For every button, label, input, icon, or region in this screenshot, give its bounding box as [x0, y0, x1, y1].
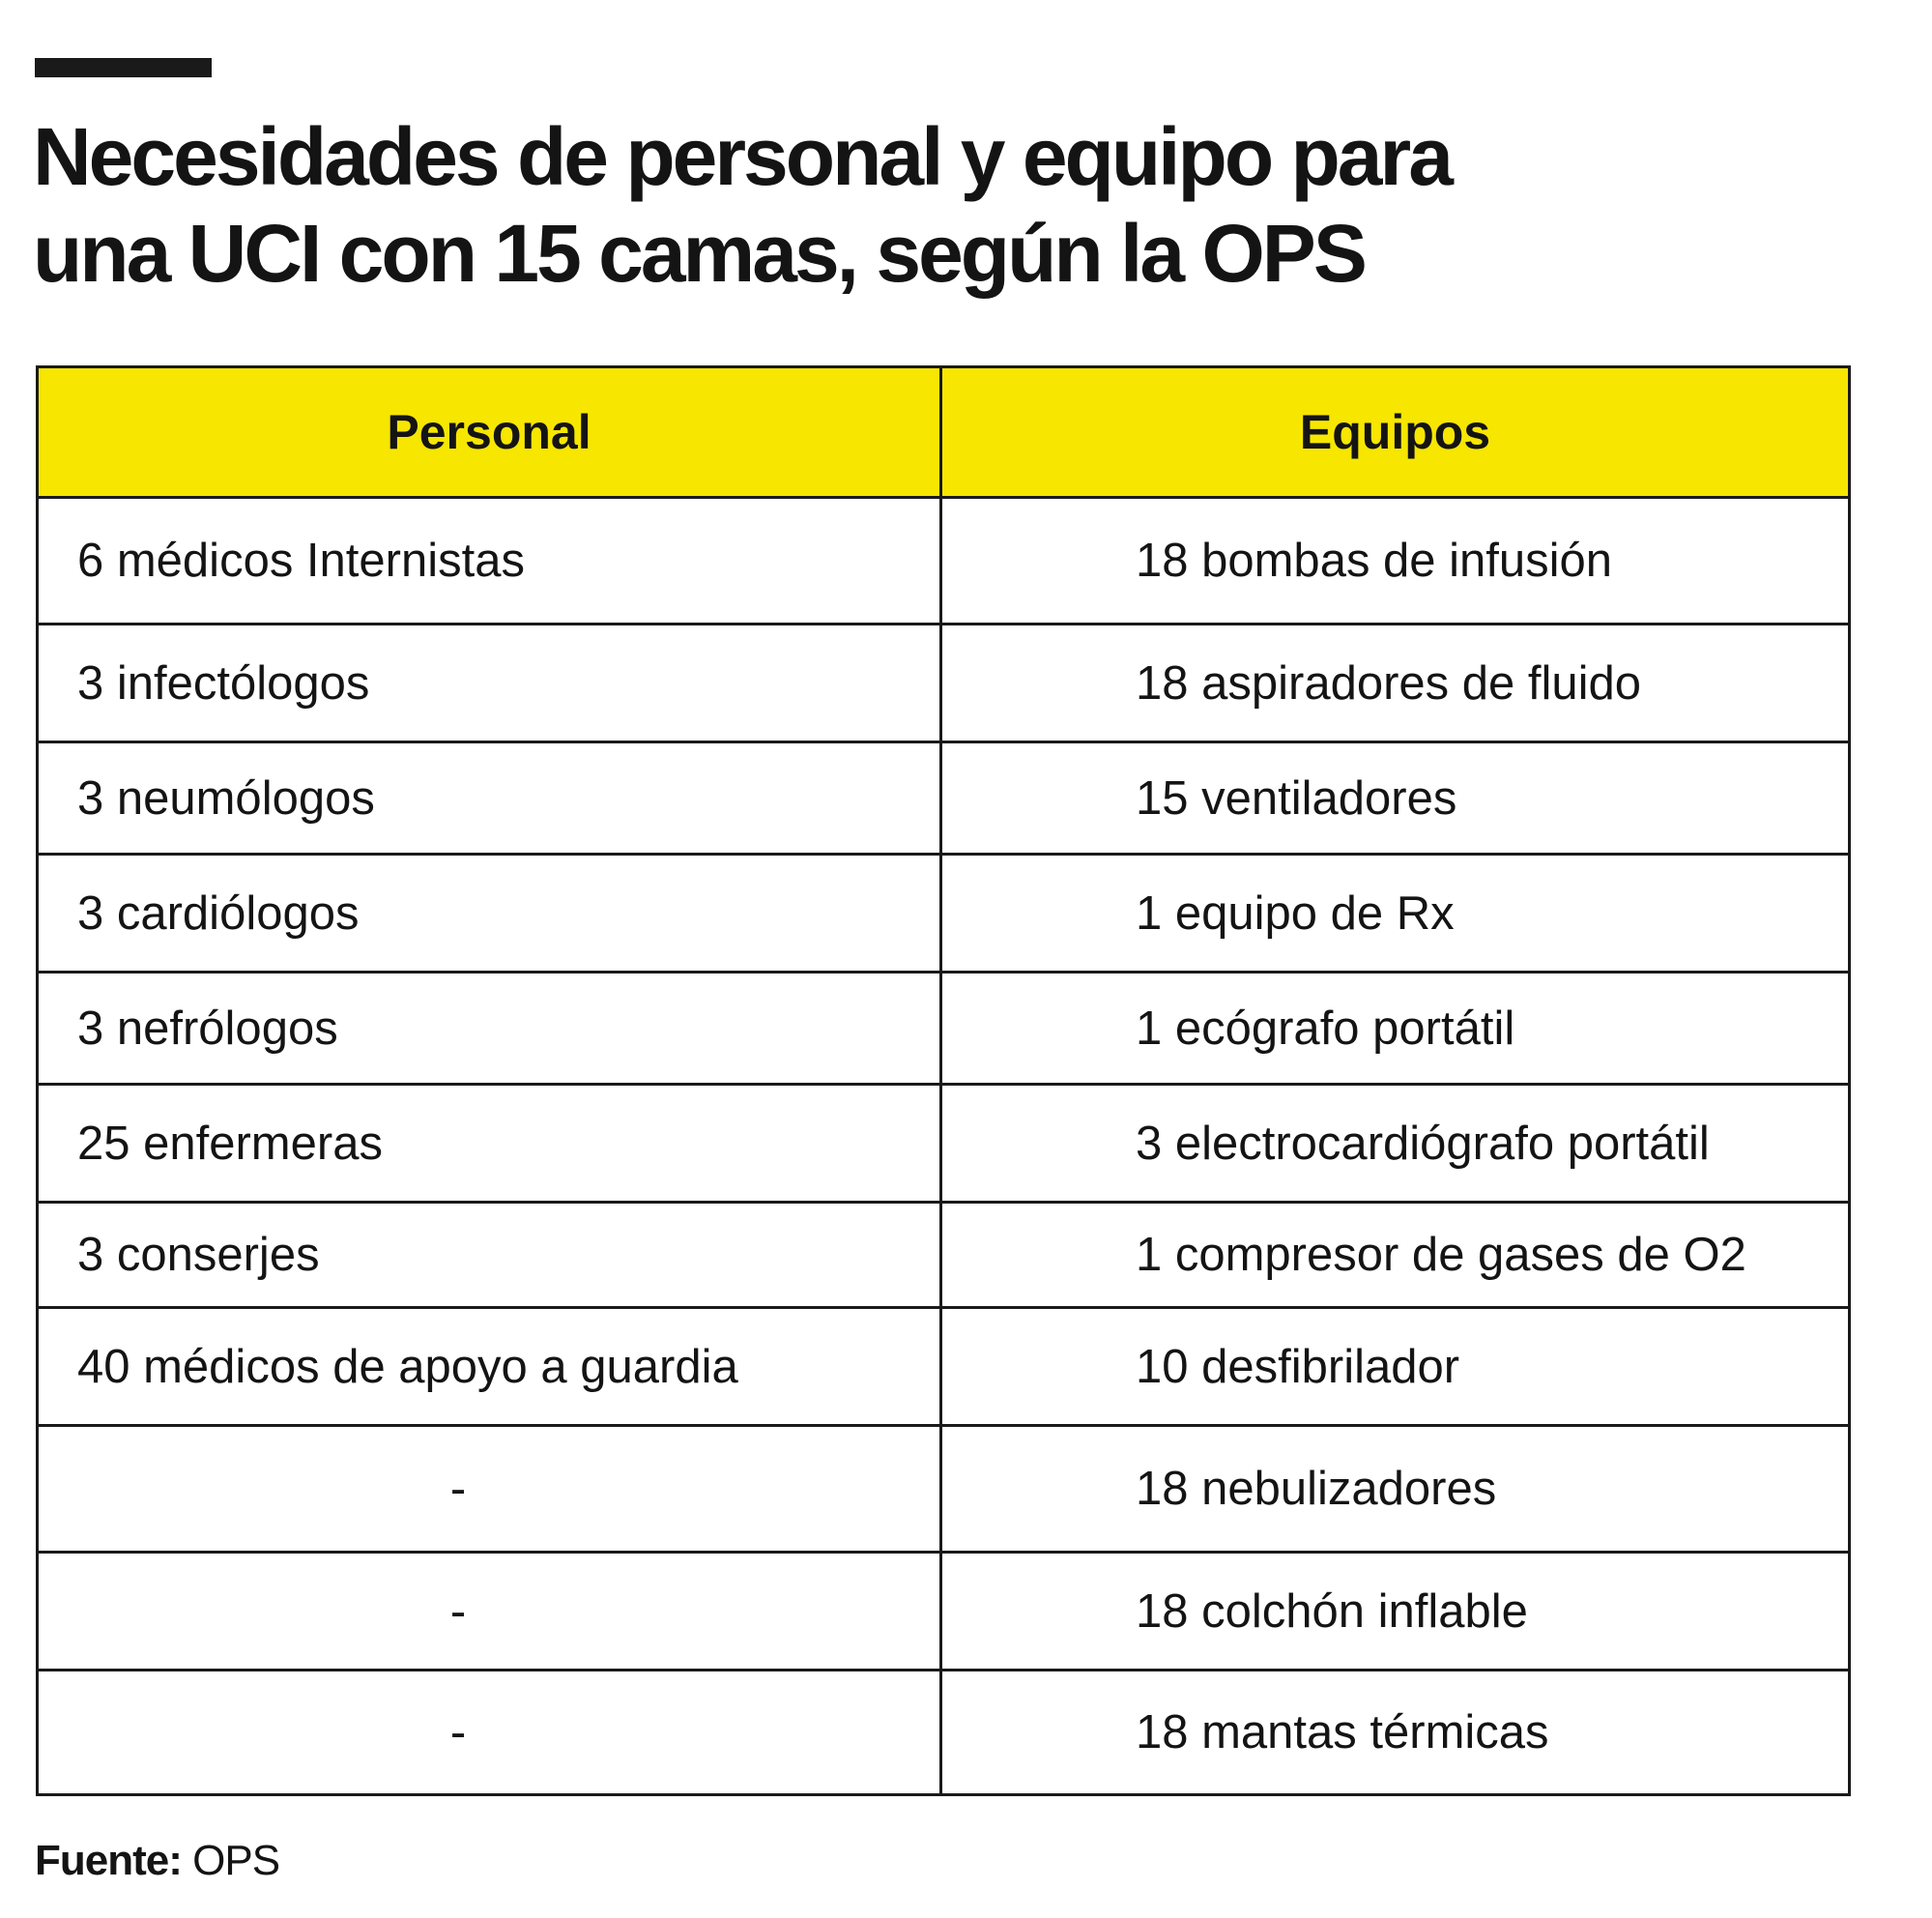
- table-row: [38, 1671, 1850, 1795]
- cell-equipos: 10 desfibrilador: [941, 1308, 1850, 1426]
- title-line-2: una UCI con 15 camas, según la OPS: [33, 208, 1365, 299]
- table-row: [38, 498, 1850, 625]
- cell-personal: 3 cardiólogos: [38, 855, 941, 973]
- table-body: [38, 498, 1850, 1795]
- table-header: [38, 367, 1850, 498]
- cell-equipos: 18 colchón inflable: [941, 1553, 1850, 1671]
- cell-equipos: 18 nebulizadores: [941, 1426, 1850, 1553]
- cell-personal: 3 nefrólogos: [38, 973, 941, 1085]
- cell-personal: 3 infectólogos: [38, 625, 941, 742]
- cell-personal-empty: -: [38, 1426, 941, 1553]
- table-row: [38, 742, 1850, 855]
- cell-equipos: 15 ventiladores: [941, 742, 1850, 855]
- cell-personal: 40 médicos de apoyo a guardia: [38, 1308, 941, 1426]
- source-value: OPS: [192, 1837, 280, 1884]
- table-header-row: [38, 367, 1850, 498]
- uci-needs-table: [36, 365, 1851, 1796]
- cell-personal: 6 médicos Internistas: [38, 498, 941, 625]
- table-row: [38, 1085, 1850, 1203]
- table-row: [38, 1308, 1850, 1426]
- cell-equipos: 1 ecógrafo portátil: [941, 973, 1850, 1085]
- table-row: [38, 855, 1850, 973]
- cell-equipos: 1 equipo de Rx: [941, 855, 1850, 973]
- page-title: [33, 108, 1676, 302]
- cell-personal-empty: -: [38, 1553, 941, 1671]
- cell-equipos: 18 bombas de infusión: [941, 498, 1850, 625]
- table-row: [38, 1426, 1850, 1553]
- table-row: [38, 625, 1850, 742]
- cell-personal: 3 conserjes: [38, 1203, 941, 1308]
- header-equipos: Equipos: [941, 367, 1850, 498]
- cell-personal: 3 neumólogos: [38, 742, 941, 855]
- source-label: Fuente:: [35, 1837, 182, 1884]
- source-note: [35, 1837, 279, 1885]
- cell-equipos: 3 electrocardiógrafo portátil: [941, 1085, 1850, 1203]
- table-row: [38, 1203, 1850, 1308]
- table-row: [38, 1553, 1850, 1671]
- header-personal: Personal: [38, 367, 941, 498]
- table-row: [38, 973, 1850, 1085]
- title-accent-bar: [35, 58, 212, 77]
- cell-equipos: 18 mantas térmicas: [941, 1671, 1850, 1795]
- cell-personal: 25 enfermeras: [38, 1085, 941, 1203]
- cell-equipos: 18 aspiradores de fluido: [941, 625, 1850, 742]
- cell-personal-empty: -: [38, 1671, 941, 1795]
- cell-equipos: 1 compresor de gases de O2: [941, 1203, 1850, 1308]
- title-line-1: Necesidades de personal y equipo para: [33, 111, 1451, 202]
